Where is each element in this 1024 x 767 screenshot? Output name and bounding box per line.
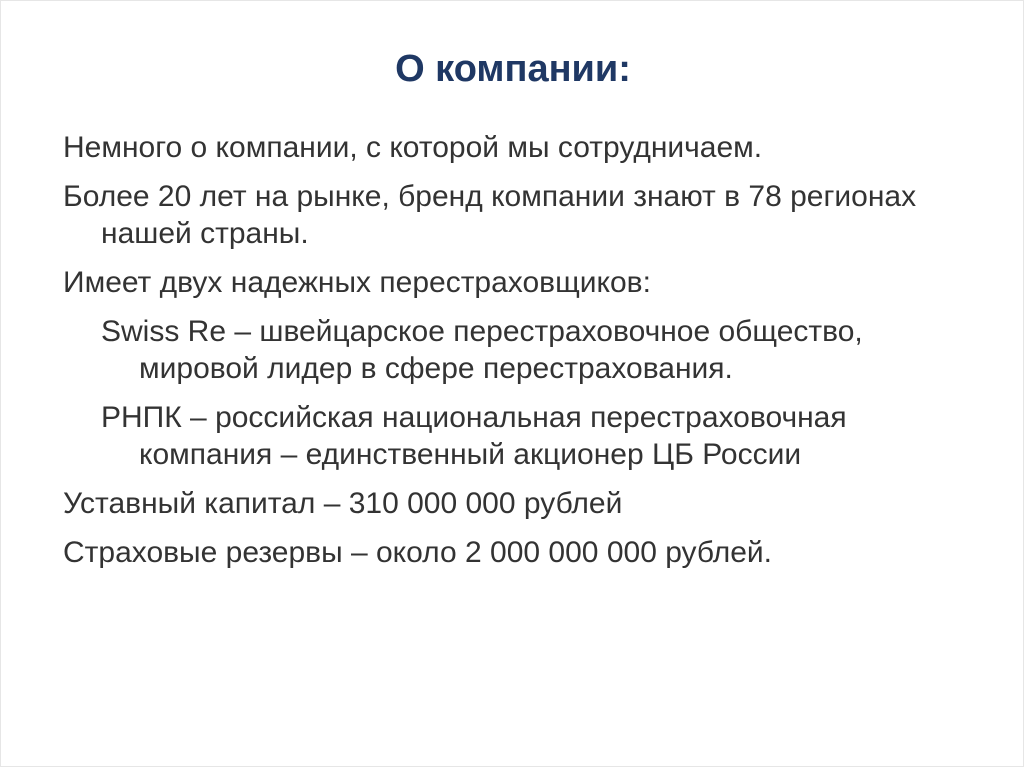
paragraph-rnpk: РНПК – российская национальная перестраховочная компания – единственный акционер ЦБ России: [101, 401, 847, 471]
slide-body: [63, 129, 963, 583]
paragraph-swiss-re: Swiss Re – швейцарское перестраховочное общество, мировой лидер в сфере перестрахования.: [101, 315, 863, 385]
paragraph-capital: Уставный капитал – 310 000 000 рублей: [63, 487, 623, 520]
paragraph-market-years: Более 20 лет на рынке, бренд компании знают в 78 регионах нашей страны.: [63, 180, 917, 250]
paragraph-reserves: Страховые резервы – около 2 000 000 000 рублей.: [63, 536, 773, 569]
paragraph-reinsurers: Имеет двух надежных перестраховщиков:: [63, 266, 651, 299]
paragraph-intro: Немного о компании, с которой мы сотрудничаем.: [63, 131, 763, 164]
slide-title: О компании:: [395, 48, 631, 90]
